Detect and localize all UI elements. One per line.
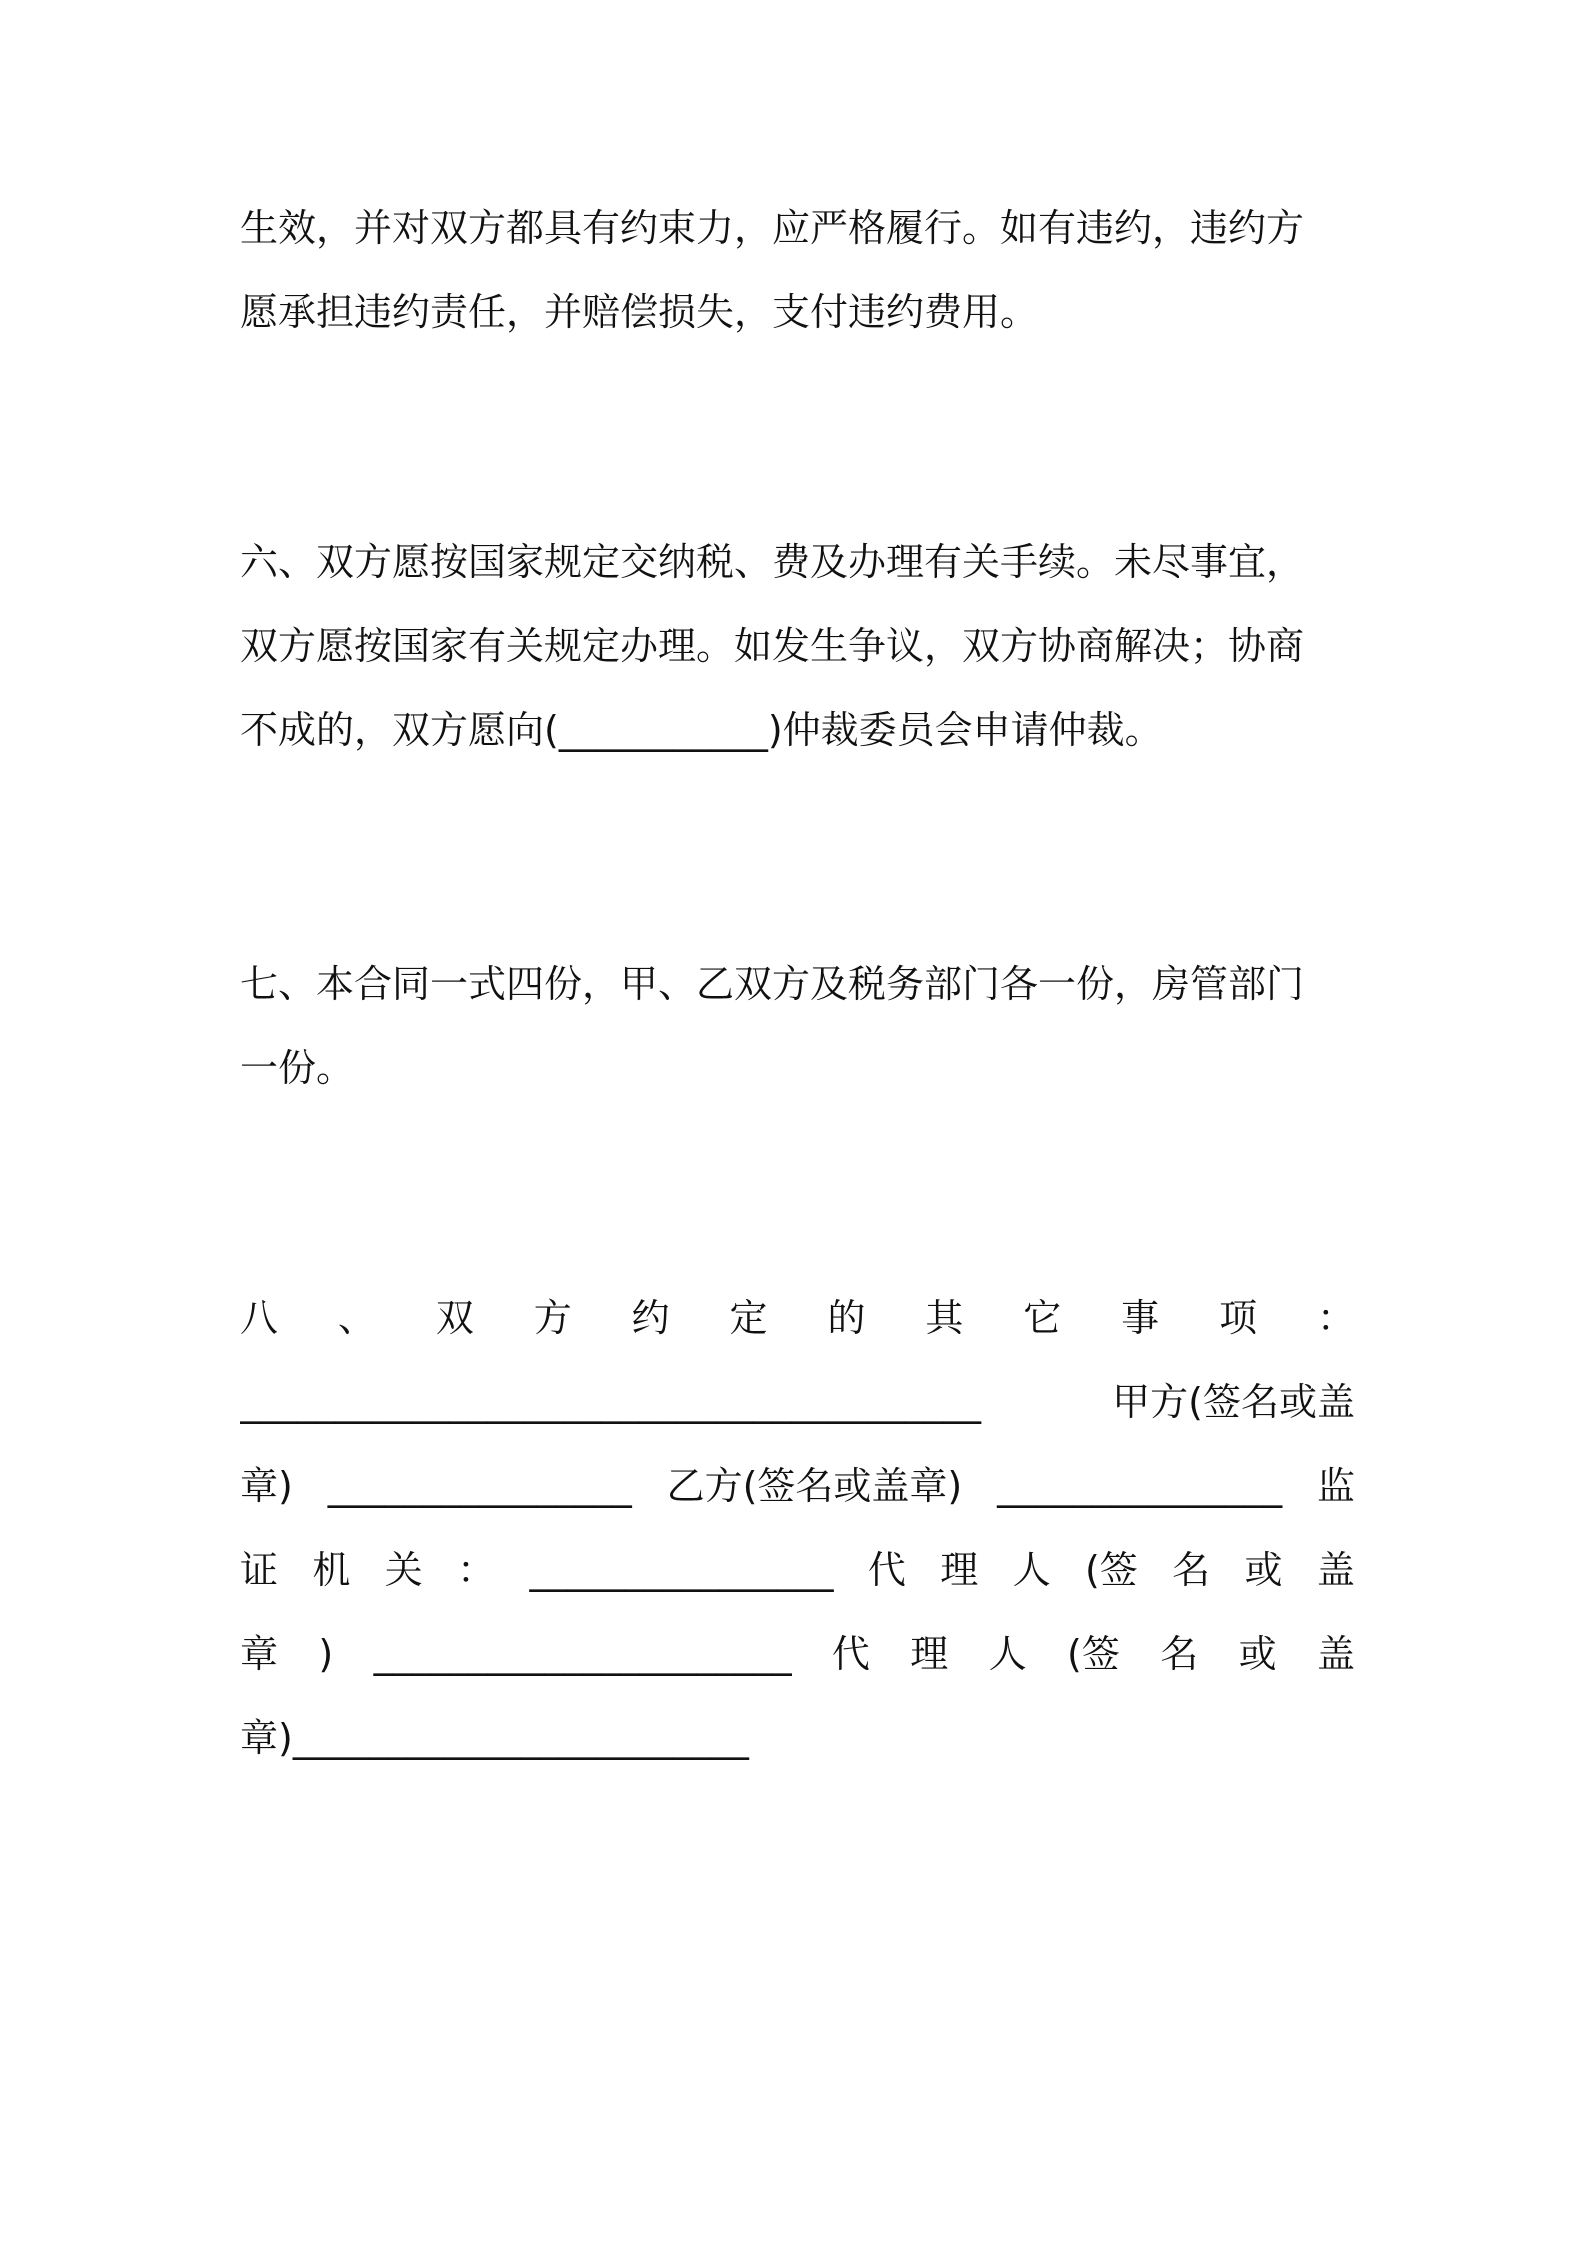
clause-6-line-1: 六、双方愿按国家规定交纳税、费及办理有关手续。未尽事宜， bbox=[240, 540, 1305, 584]
line4-char: 证 bbox=[240, 1548, 279, 1592]
heading-char: 八 bbox=[240, 1296, 279, 1340]
line5-char: 名 bbox=[1160, 1632, 1199, 1676]
line5-char: ) bbox=[318, 1632, 334, 1676]
heading-char: 项 bbox=[1219, 1296, 1258, 1340]
seal-label-end: 章) bbox=[240, 1464, 293, 1508]
line5-char: 或 bbox=[1238, 1632, 1277, 1676]
clause-8-line-5 bbox=[240, 1612, 1355, 1696]
heading-char: 方 bbox=[533, 1296, 572, 1340]
signature-blank[interactable]: _______________________________________ bbox=[240, 1380, 981, 1424]
clause-8-line-3 bbox=[240, 1444, 1355, 1528]
clause-6-line-2: 双方愿按国家有关规定办理。如发生争议，双方协商解决；协商 bbox=[240, 624, 1305, 668]
agent-a-signature-blank[interactable]: ______________________ bbox=[373, 1632, 792, 1676]
line4-char: 人 bbox=[1012, 1548, 1051, 1592]
supervisor-blank[interactable]: ________________ bbox=[529, 1548, 834, 1592]
line5-char: 盖 bbox=[1316, 1632, 1355, 1676]
seal-label-end: 章) bbox=[240, 1716, 293, 1760]
party-a-signature-label: 甲方(签名或盖 bbox=[1112, 1380, 1355, 1424]
heading-char: 事 bbox=[1121, 1296, 1160, 1340]
heading-char: 它 bbox=[1023, 1296, 1062, 1340]
line4-char: 代 bbox=[867, 1548, 906, 1592]
line4-char: 盖 bbox=[1316, 1548, 1355, 1592]
line5-char: 理 bbox=[910, 1632, 949, 1676]
line4-char: 名 bbox=[1172, 1548, 1211, 1592]
agent-b-signature-blank[interactable]: ________________________ bbox=[292, 1716, 749, 1760]
clause-8-line-6 bbox=[240, 1696, 1355, 1780]
clause-7-line-1: 七、本合同一式四份，甲、乙双方及税务部门各一份，房管部门 bbox=[240, 962, 1305, 1006]
clause-7-line-2: 一份。 bbox=[240, 1046, 355, 1090]
party-a-signature-blank[interactable]: ________________ bbox=[327, 1464, 632, 1508]
heading-char: 、 bbox=[337, 1296, 376, 1340]
line4-char: (签 bbox=[1084, 1548, 1138, 1592]
line5-char: 章 bbox=[240, 1632, 279, 1676]
line5-char: 人 bbox=[988, 1632, 1027, 1676]
paragraph-continuation-line-2: 愿承担违约责任，并赔偿损失，支付违约费用。 bbox=[240, 290, 1039, 334]
line4-char: 机 bbox=[312, 1548, 351, 1592]
line4-char: 理 bbox=[940, 1548, 979, 1592]
clause-8-line-4 bbox=[240, 1528, 1355, 1612]
heading-char: 的 bbox=[827, 1296, 866, 1340]
line5-char: (签 bbox=[1067, 1632, 1120, 1676]
clause-8-line-2 bbox=[240, 1360, 1355, 1444]
line5-char: 代 bbox=[831, 1632, 870, 1676]
party-b-signature-label: 乙方(签名或盖章) bbox=[666, 1464, 963, 1508]
heading-char: 约 bbox=[631, 1296, 670, 1340]
heading-char: 定 bbox=[729, 1296, 768, 1340]
line4-char: 关 bbox=[384, 1548, 423, 1592]
clause-8-heading bbox=[240, 1276, 1355, 1360]
clause-6-line-3: 不成的，双方愿向(___________)仲裁委员会申请仲裁。 bbox=[240, 708, 1163, 752]
supervisor-label-start: 监 bbox=[1316, 1464, 1355, 1508]
heading-char: 其 bbox=[925, 1296, 964, 1340]
line4-char: 或 bbox=[1244, 1548, 1283, 1592]
heading-char: ： bbox=[1316, 1296, 1355, 1340]
party-b-signature-blank[interactable]: _______________ bbox=[997, 1464, 1283, 1508]
heading-char: 双 bbox=[435, 1296, 474, 1340]
paragraph-continuation-line-1: 生效，并对双方都具有约束力，应严格履行。如有违约，违约方 bbox=[240, 206, 1305, 250]
line4-char: ： bbox=[457, 1548, 496, 1592]
